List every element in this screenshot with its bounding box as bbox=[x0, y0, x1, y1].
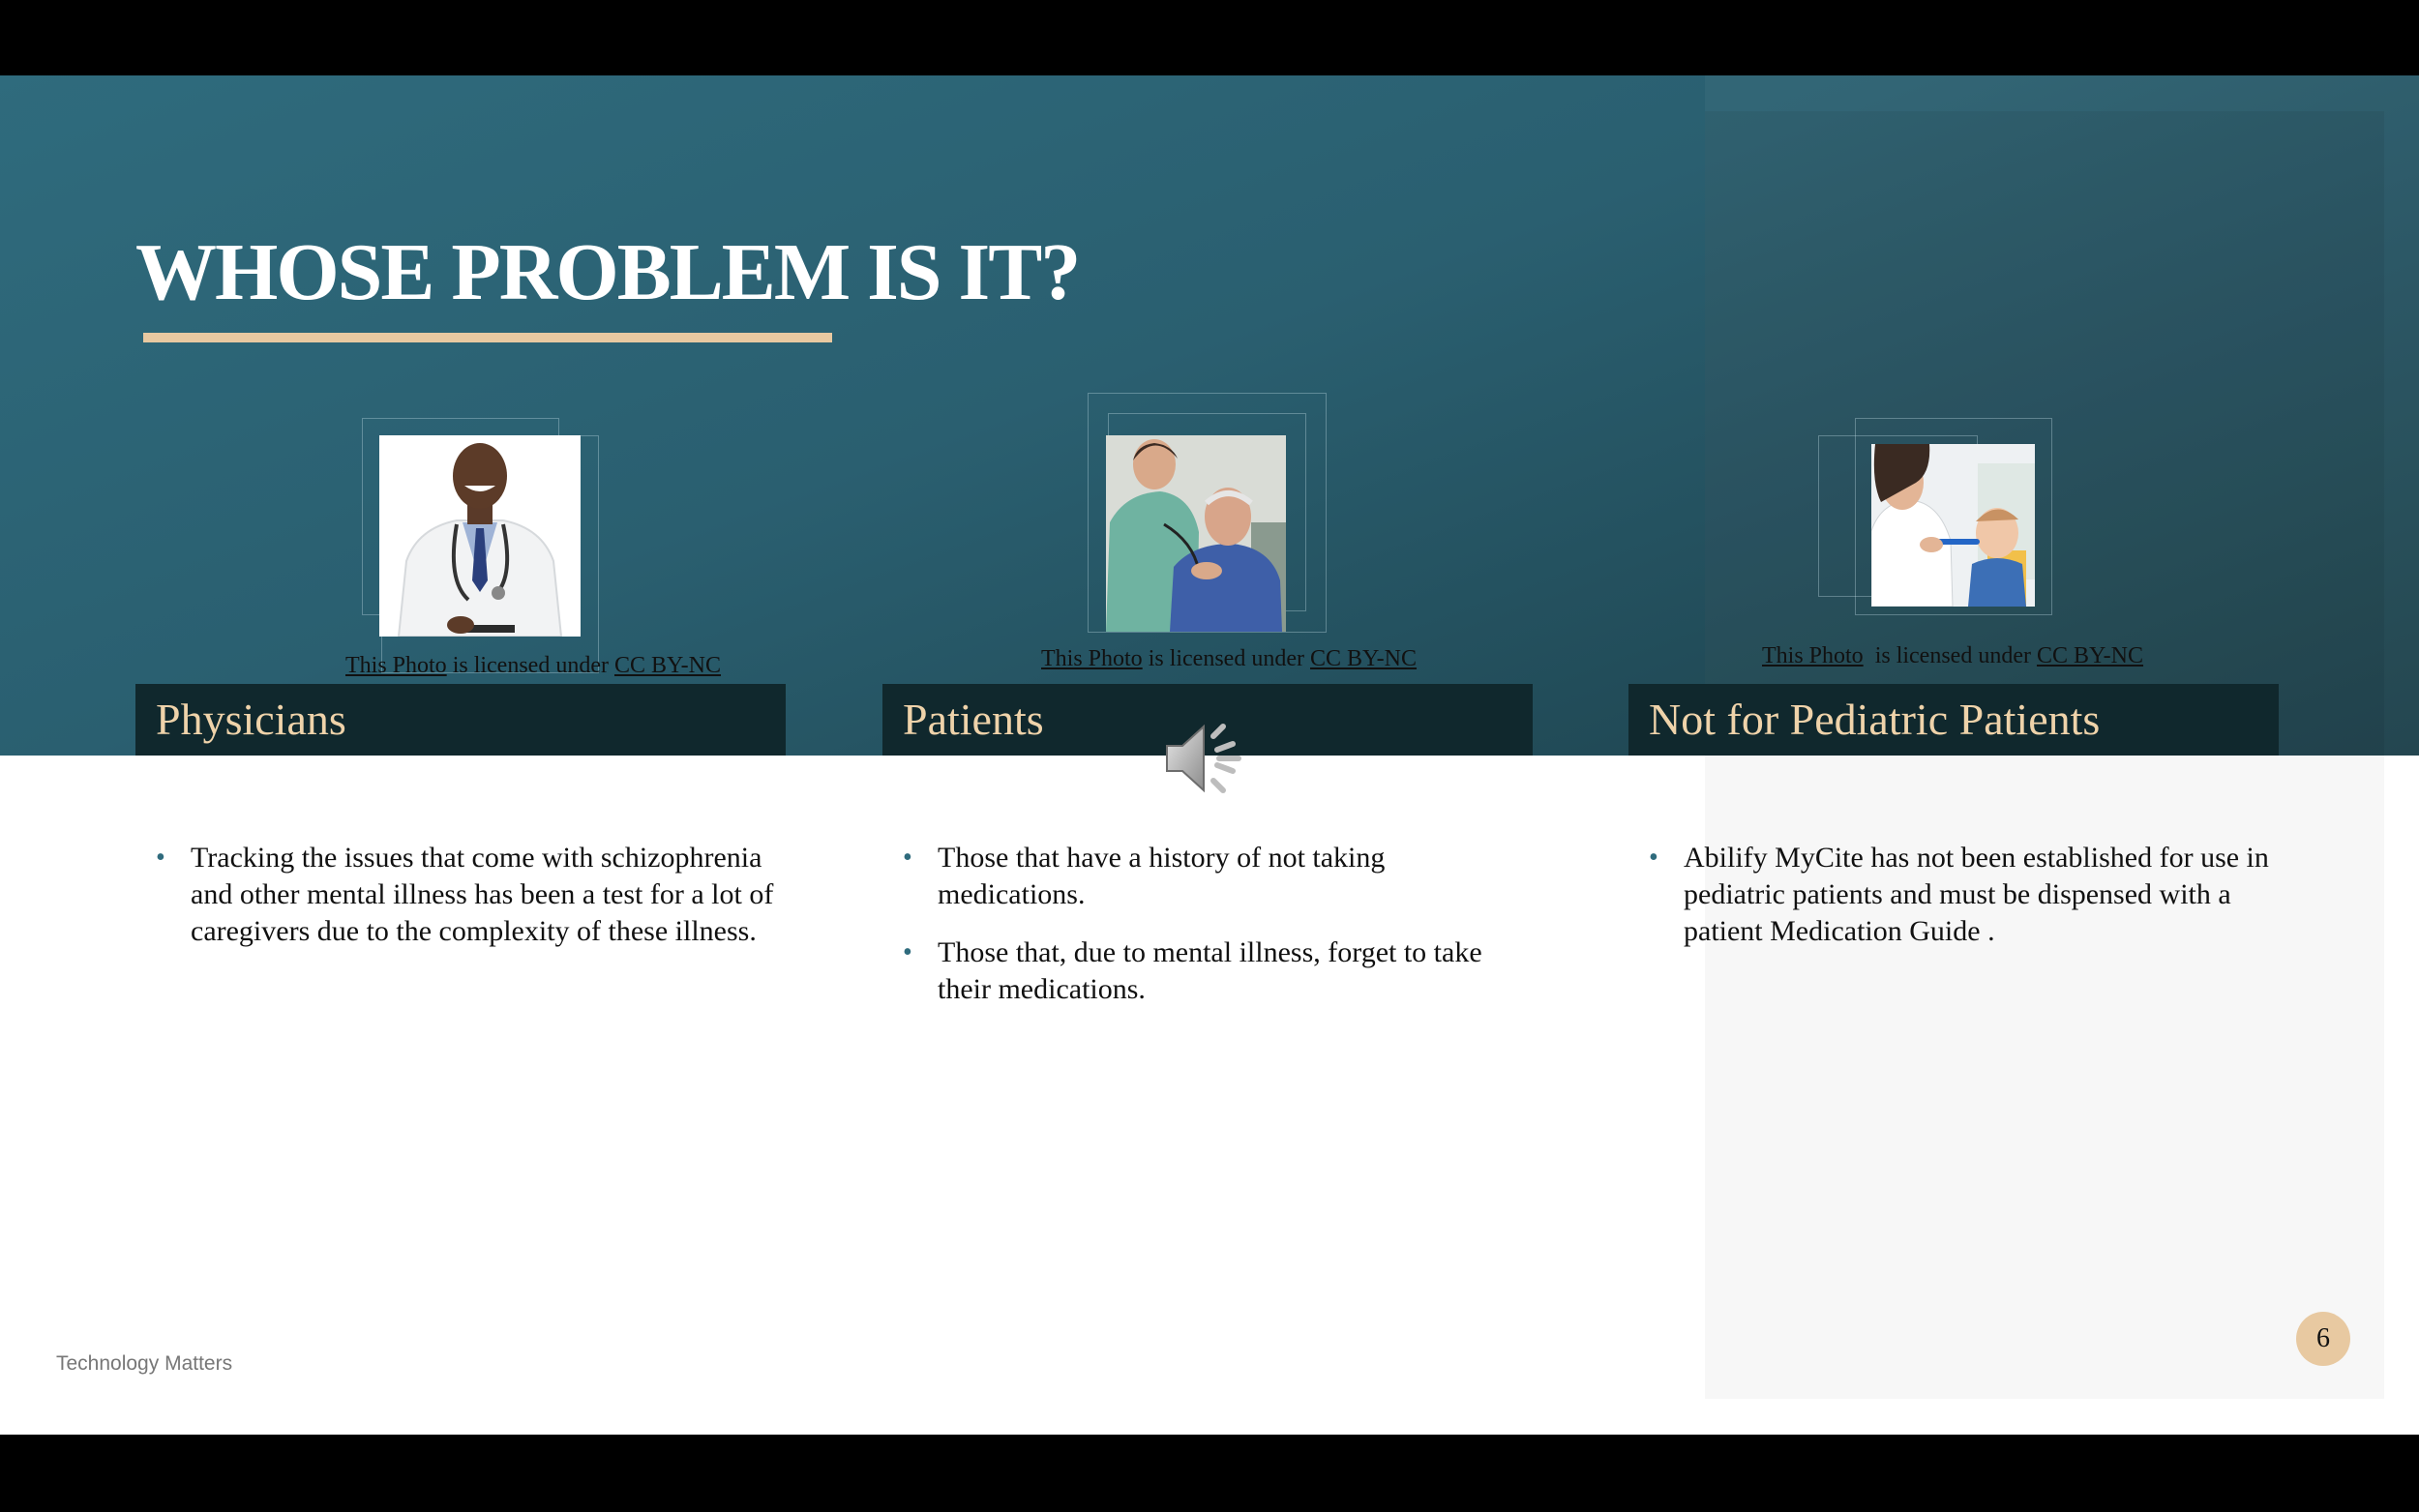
column-heading-patients: Patients bbox=[882, 684, 1533, 756]
page-number-badge: 6 bbox=[2296, 1312, 2350, 1366]
slide-title: WHOSE PROBLEM IS IT? bbox=[135, 227, 1080, 317]
bullet-text: Abilify MyCite has not been established for use in pediatric patients and must be dispensed with a patient Medication Guide . bbox=[1684, 842, 2269, 947]
bullet-icon: • bbox=[903, 937, 912, 967]
photo-credit bbox=[345, 653, 721, 679]
bullet-list-pediatric bbox=[1628, 840, 2279, 971]
photo-link[interactable]: This Photo bbox=[345, 653, 447, 678]
bullet-icon: • bbox=[1649, 843, 1658, 873]
license-link[interactable]: CC BY-NC bbox=[1309, 646, 1418, 671]
footer-text: Technology Matters bbox=[56, 1352, 233, 1375]
bullet-text: Those that, due to mental illness, forget to take their medications. bbox=[938, 936, 1482, 1005]
title-underline bbox=[143, 333, 832, 342]
bullet-text: Those that have a history of not taking medications. bbox=[938, 842, 1386, 910]
caption-text: is licensed under bbox=[1863, 643, 2037, 668]
bullet-icon: • bbox=[156, 843, 165, 873]
list-item bbox=[1628, 840, 2279, 950]
photo-link[interactable]: This Photo bbox=[1041, 646, 1143, 671]
speaker-icon[interactable] bbox=[1161, 717, 1248, 800]
list-item bbox=[135, 840, 786, 950]
nurse-and-patient-photo[interactable] bbox=[1106, 435, 1286, 632]
list-item bbox=[882, 840, 1533, 913]
caption-text: is licensed under bbox=[1142, 646, 1310, 671]
caption-text: is licensed under bbox=[446, 653, 614, 678]
photo-credit bbox=[1041, 646, 1417, 672]
bullet-list-physicians bbox=[135, 840, 786, 971]
slide bbox=[0, 75, 2419, 1435]
bullet-text: Tracking the issues that come with schizophrenia and other mental illness has been a test for a lot of caregivers due to the complexity of these illness. bbox=[191, 842, 774, 947]
bullet-list-patients bbox=[882, 840, 1533, 1029]
license-link[interactable]: CC BY-NC bbox=[613, 653, 722, 678]
photo-link[interactable]: This Photo bbox=[1762, 643, 1864, 668]
photo-credit bbox=[1762, 643, 2143, 669]
license-link[interactable]: CC BY-NC bbox=[2036, 643, 2144, 668]
column-heading-pediatric: Not for Pediatric Patients bbox=[1628, 684, 2279, 756]
pediatric-exam-photo[interactable] bbox=[1871, 444, 2035, 607]
bullet-icon: • bbox=[903, 843, 912, 873]
list-item bbox=[882, 934, 1533, 1008]
doctor-photo[interactable] bbox=[379, 435, 581, 637]
column-heading-physicians: Physicians bbox=[135, 684, 786, 756]
